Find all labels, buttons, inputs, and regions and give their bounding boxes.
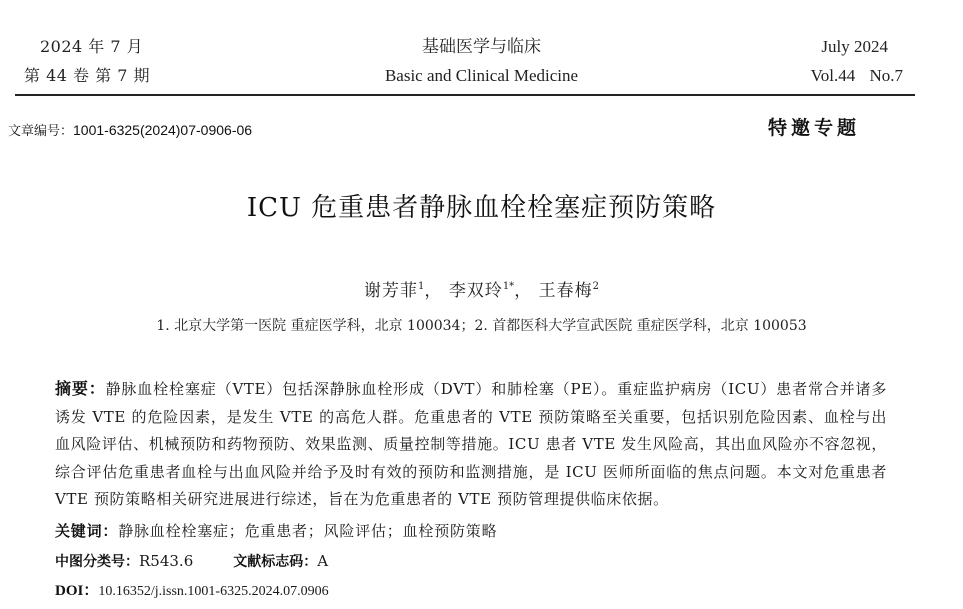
doi-value[interactable]: 10.16352/j.issn.1001-6325.2024.07.0906 — [98, 584, 329, 599]
author-name: 王春梅 — [538, 281, 593, 301]
affiliations: 1. 北京大学第一医院 重症医学科，北京 100034；2. 首都医科大学宣武医院 重症医学科，北京 100053 — [156, 318, 807, 334]
article-number — [8, 120, 252, 139]
article-number-value: 1001-6325(2024)07-0906-06 — [73, 122, 253, 138]
abstract-label: 摘要： — [55, 379, 106, 398]
header-rule — [15, 94, 915, 96]
clc-label: 中图分类号： — [55, 554, 139, 570]
doc-code-value: A — [317, 552, 329, 570]
header-issue-date: 2024 年 7 月 — [40, 37, 144, 56]
header-volume-issue-cn: 第 44 卷 第 7 期 — [24, 66, 150, 85]
column-tag: 特邀专题 — [768, 117, 861, 139]
doc-code-label: 文献标志码： — [233, 554, 318, 570]
journal-title-cn: 基础医学与临床 — [422, 37, 541, 57]
author-list — [0, 276, 963, 302]
clc-value: R543.6 — [139, 552, 194, 570]
keywords — [55, 520, 887, 542]
keywords-value: 静脉血栓栓塞症；危重患者；风险评估；血栓预防策略 — [118, 522, 498, 540]
article-number-label: 文章编号： — [8, 124, 74, 139]
abstract — [55, 375, 887, 514]
journal-title-en: Basic and Clinical Medicine — [384, 66, 579, 85]
header-date-en: July 2024 — [821, 37, 888, 56]
author-name: 谢芳菲 — [364, 281, 419, 301]
author-separator: ， — [424, 281, 443, 301]
author-affiliation-mark: 1* — [502, 281, 515, 292]
author-affiliation-mark: 2 — [592, 281, 599, 292]
author-affiliation-mark: 1 — [418, 281, 425, 292]
classification-line — [55, 550, 887, 573]
keywords-label: 关键词： — [55, 522, 119, 540]
doi-line — [55, 580, 887, 603]
header-volume-issue-en: Vol.44 No.7 — [810, 66, 903, 85]
author-name: 李双玲 — [448, 281, 503, 301]
author-separator: ， — [514, 281, 533, 301]
article-title: ICU 危重患者静脉血栓栓塞症预防策略 — [246, 193, 717, 223]
abstract-text: 静脉血栓栓塞症（VTE）包括深静脉血栓形成（DVT）和肺栓塞（PE）。重症监护病房（ICU）患者常合并诸多诱发 VTE 的危险因素，是发生 VTE 的高危人群。危重患者的 VTE 预防策略至关重要，包括识别危险因素、血栓与出血风险评估、机械预防和药物预防、效果监测、质量控制等措施。ICU 患者 VTE 发生风险高，其出血风险亦不容忽视，综合评估危重患者血栓与出血风险并给予及时有效的预防和监测措施，是 ICU 医师所面临的焦点问题。本文对危重患者 VTE 预防策略相关研究进展进行综述，旨在为危重患者的 VTE 预防管理提供临床依据。 — [55, 380, 887, 508]
doi-label: DOI： — [55, 583, 99, 599]
